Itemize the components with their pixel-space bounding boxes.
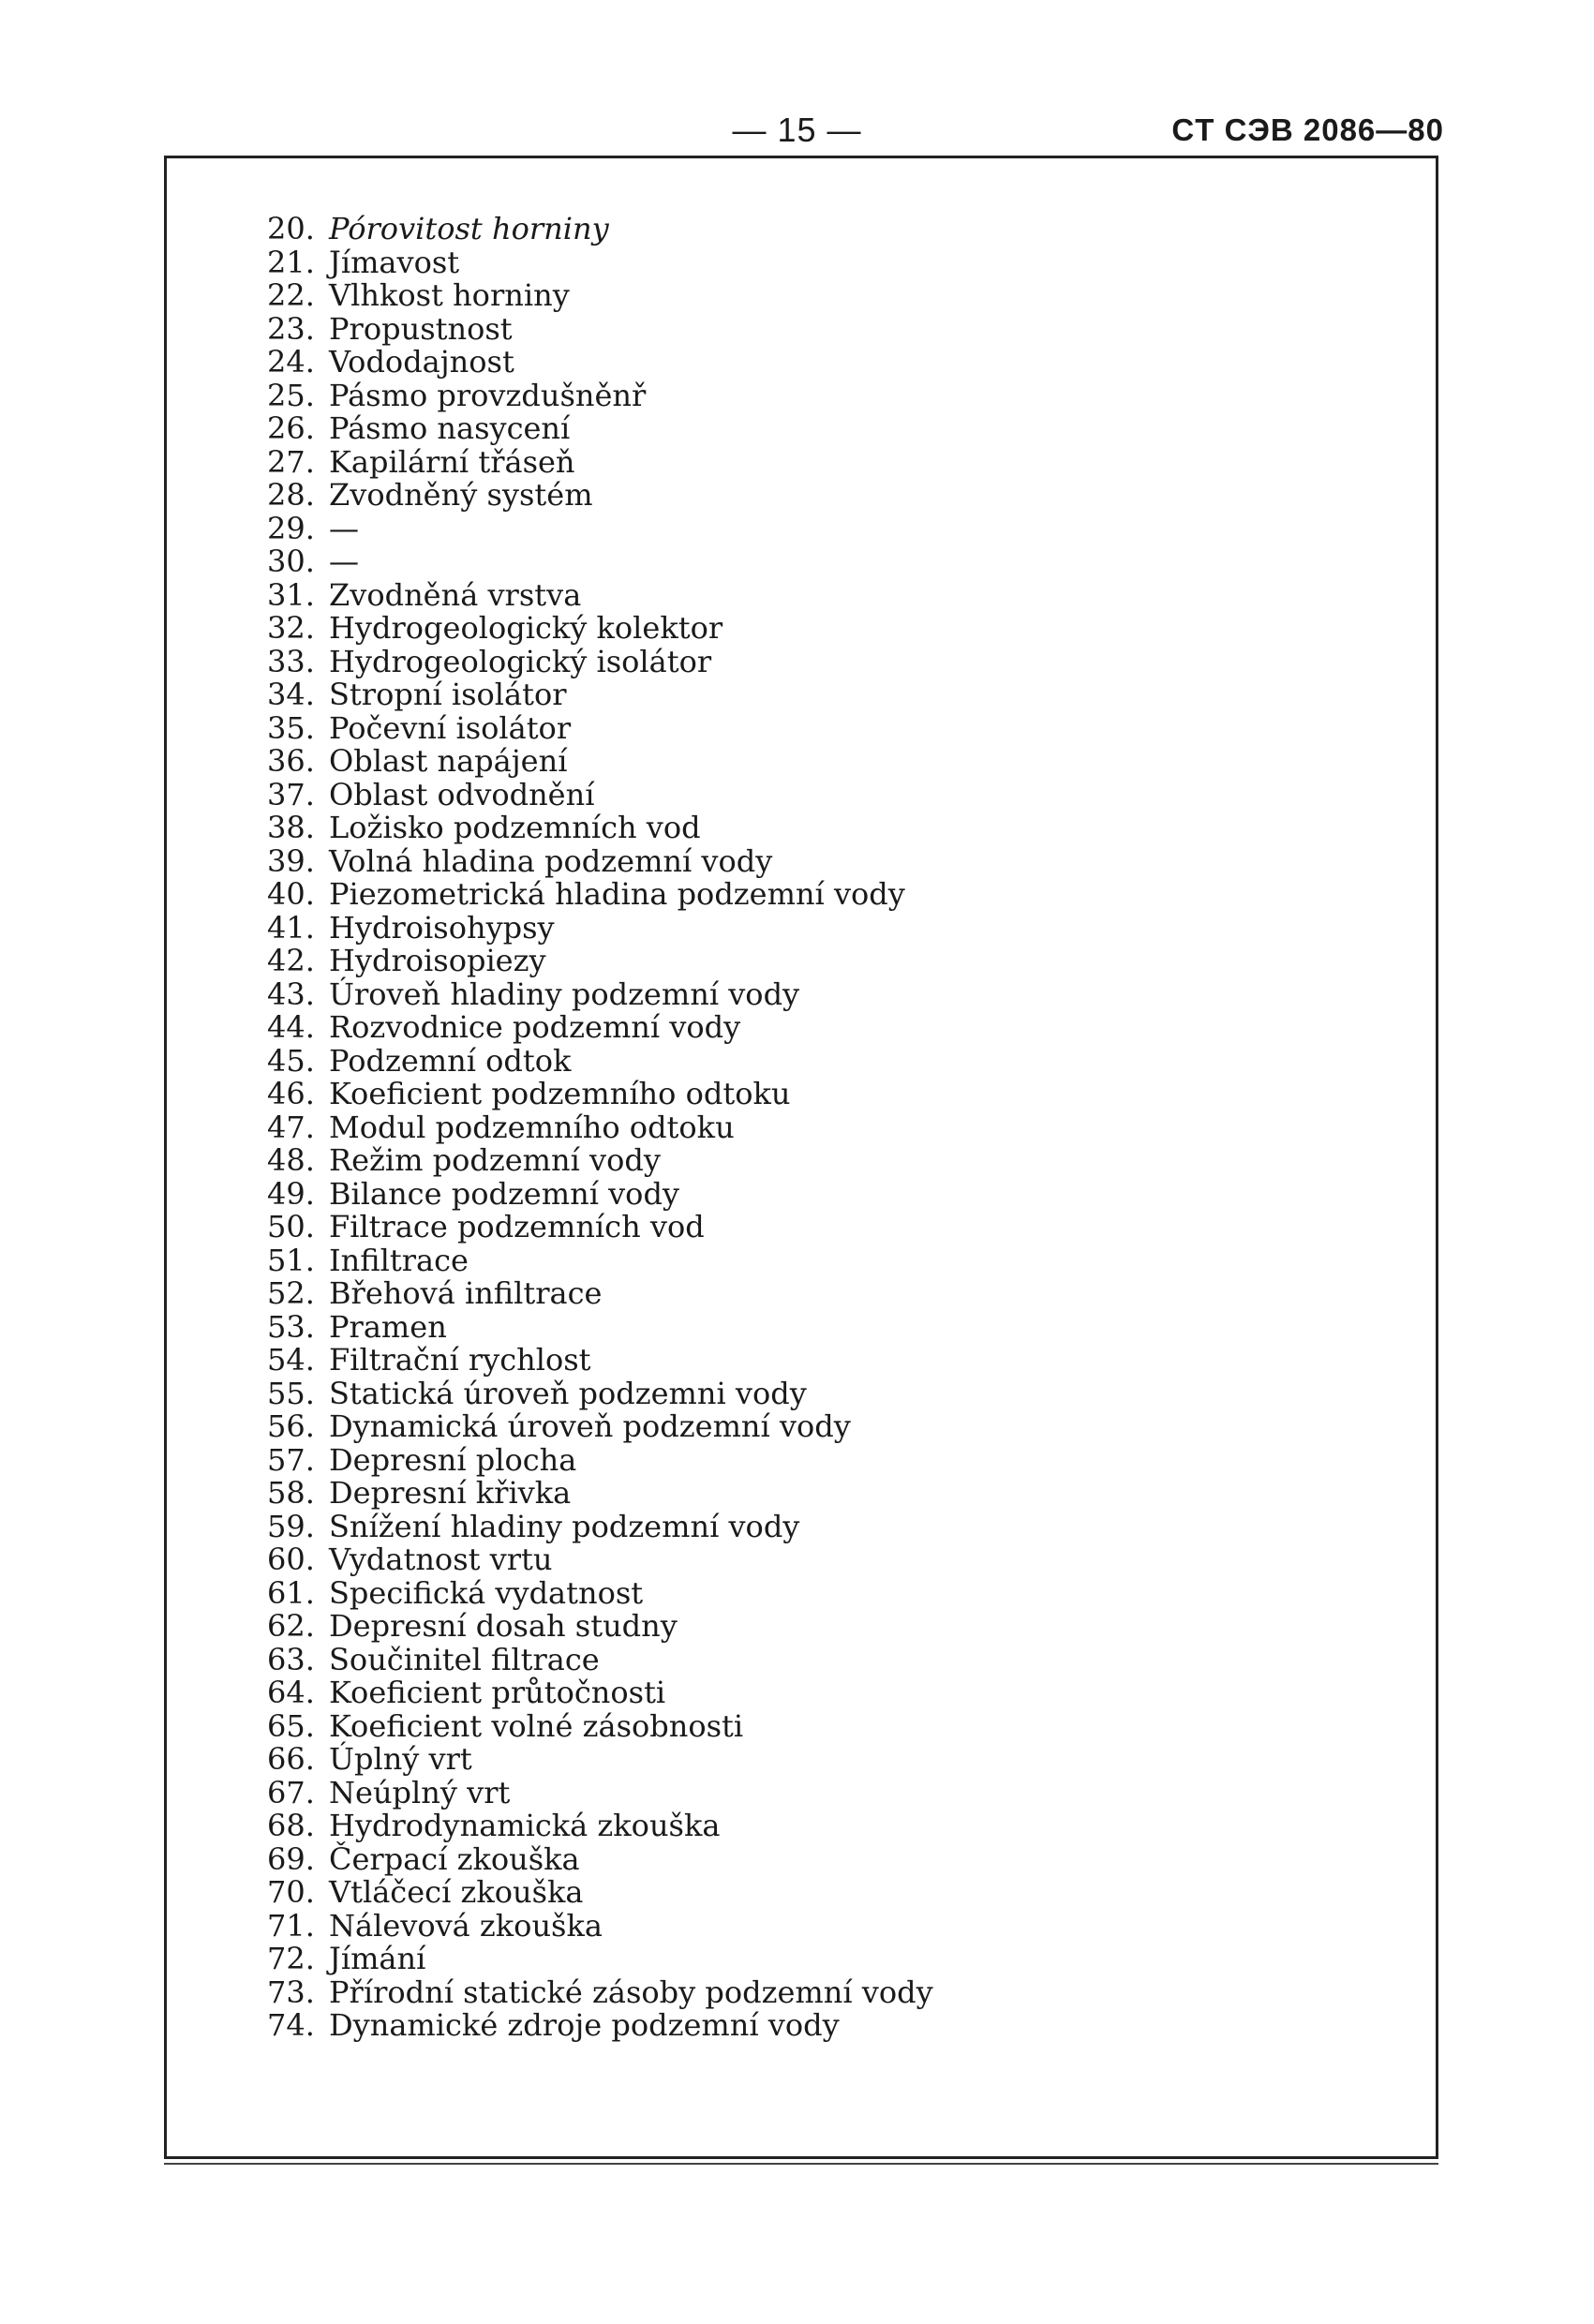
term-label: Piezometrická hladina podzemní vody bbox=[329, 876, 905, 912]
term-item bbox=[267, 1676, 933, 1710]
term-number: 65. bbox=[267, 1707, 315, 1744]
term-item bbox=[267, 1574, 933, 1611]
term-label: Režim podzemní vody bbox=[329, 1142, 661, 1178]
term-item bbox=[267, 279, 933, 313]
term-number: 34. bbox=[267, 677, 315, 712]
term-list bbox=[267, 213, 933, 2043]
term-number: 73. bbox=[267, 1974, 315, 2010]
term-number: 20. bbox=[267, 211, 315, 246]
term-item bbox=[267, 842, 933, 879]
term-label: Koeficient volné zásobnosti bbox=[329, 1707, 744, 1744]
term-item bbox=[267, 1211, 933, 1244]
term-item bbox=[267, 945, 933, 978]
term-label: Oblast odvodnění bbox=[329, 776, 595, 812]
term-number: 51. bbox=[267, 1242, 315, 1278]
term-number: 48. bbox=[267, 1142, 315, 1178]
term-item bbox=[267, 1707, 933, 1744]
term-label: Břehová infiltrace bbox=[329, 1275, 603, 1311]
term-item bbox=[267, 1508, 933, 1544]
term-item bbox=[267, 978, 933, 1012]
term-number: 21. bbox=[267, 244, 315, 280]
term-number: 53. bbox=[267, 1308, 315, 1345]
term-label: Čerpací zkouška bbox=[329, 1840, 580, 1877]
term-item bbox=[267, 1976, 933, 2010]
term-item bbox=[267, 1111, 933, 1145]
term-number: 55. bbox=[267, 1375, 315, 1411]
term-number: 69. bbox=[267, 1840, 315, 1877]
term-number: 27. bbox=[267, 443, 315, 480]
term-label: Pásmo provzdušněnř bbox=[329, 377, 647, 413]
term-item bbox=[267, 576, 933, 613]
term-item bbox=[267, 1175, 933, 1212]
term-label: Hydrodynamická zkouška bbox=[329, 1808, 721, 1843]
term-number: 74. bbox=[267, 2007, 315, 2043]
term-number: 45. bbox=[267, 1042, 315, 1079]
term-number: 44. bbox=[267, 1009, 315, 1045]
term-number: 71. bbox=[267, 1907, 315, 1944]
term-item bbox=[267, 2009, 933, 2043]
term-item bbox=[267, 1308, 933, 1345]
term-label: Neúplný vrt bbox=[329, 1774, 511, 1810]
term-label: Zvodněný systém bbox=[329, 477, 593, 513]
term-item bbox=[267, 377, 933, 413]
term-number: 46. bbox=[267, 1076, 315, 1111]
term-label: Statická úroveň podzemni vody bbox=[329, 1375, 807, 1411]
term-item bbox=[267, 412, 933, 446]
term-number: 24. bbox=[267, 344, 315, 380]
term-item bbox=[267, 545, 933, 579]
term-number: 54. bbox=[267, 1342, 315, 1378]
term-item bbox=[267, 510, 933, 546]
term-label: Kapilární třáseň bbox=[329, 443, 575, 480]
term-number: 26. bbox=[267, 410, 315, 446]
term-item bbox=[267, 812, 933, 845]
term-label: Depresní křivka bbox=[329, 1475, 572, 1511]
term-item bbox=[267, 346, 933, 380]
term-label: Součinitel filtrace bbox=[329, 1641, 600, 1677]
term-label: — bbox=[329, 544, 359, 579]
term-label: Oblast napájení bbox=[329, 743, 568, 779]
term-item bbox=[267, 1477, 933, 1511]
term-item bbox=[267, 1610, 933, 1644]
term-item bbox=[267, 1876, 933, 1910]
term-item bbox=[267, 1441, 933, 1478]
term-label: Dynamická úroveň podzemní vody bbox=[329, 1408, 851, 1444]
page-number: — 15 — bbox=[732, 111, 862, 149]
term-item bbox=[267, 745, 933, 779]
term-item bbox=[267, 1641, 933, 1677]
term-label: Rozvodnice podzemní vody bbox=[329, 1009, 741, 1045]
term-item bbox=[267, 1743, 933, 1777]
term-label: Přírodní statické zásoby podzemní vody bbox=[329, 1974, 933, 2010]
term-label: Hydrogeologický isolátor bbox=[329, 643, 712, 679]
term-number: 61. bbox=[267, 1574, 315, 1611]
term-item bbox=[267, 709, 933, 746]
term-label: Filtrační rychlost bbox=[329, 1342, 591, 1378]
term-label: Pásmo nasycení bbox=[329, 410, 571, 446]
term-number: 68. bbox=[267, 1808, 315, 1843]
term-label: Podzemní odtok bbox=[329, 1042, 572, 1079]
term-number: 38. bbox=[267, 810, 315, 845]
term-item bbox=[267, 1774, 933, 1810]
term-item bbox=[267, 1907, 933, 1944]
term-label: Specifická vydatnost bbox=[329, 1574, 644, 1611]
term-item bbox=[267, 678, 933, 712]
term-number: 31. bbox=[267, 576, 315, 613]
term-item bbox=[267, 612, 933, 646]
term-item bbox=[267, 1144, 933, 1178]
term-label: Dynamické zdroje podzemní vody bbox=[329, 2007, 840, 2043]
term-number: 60. bbox=[267, 1542, 315, 1577]
term-number: 49. bbox=[267, 1175, 315, 1212]
term-label: Infiltrace bbox=[329, 1242, 469, 1278]
term-label: Nálevová zkouška bbox=[329, 1907, 603, 1944]
term-number: 22. bbox=[267, 277, 315, 313]
term-label: Depresní dosah studny bbox=[329, 1608, 678, 1644]
term-item bbox=[267, 643, 933, 679]
term-number: 32. bbox=[267, 610, 315, 646]
term-label: Filtrace podzemních vod bbox=[329, 1209, 705, 1244]
term-item bbox=[267, 1943, 933, 1976]
term-number: 64. bbox=[267, 1675, 315, 1710]
term-number: 63. bbox=[267, 1641, 315, 1677]
document-code: CT CЭB 2086—80 bbox=[1171, 112, 1444, 147]
term-label: Depresní plocha bbox=[329, 1441, 577, 1478]
term-label: Hydrogeologický kolektor bbox=[329, 610, 723, 646]
term-number: 36. bbox=[267, 743, 315, 779]
term-number: 43. bbox=[267, 976, 315, 1012]
term-label: Vododajnost bbox=[329, 344, 514, 380]
term-label: Volná hladina podzemní vody bbox=[329, 842, 773, 879]
term-number: 37. bbox=[267, 776, 315, 812]
term-number: 39. bbox=[267, 842, 315, 879]
term-number: 62. bbox=[267, 1608, 315, 1644]
term-number: 50. bbox=[267, 1209, 315, 1244]
term-label: Vydatnost vrtu bbox=[329, 1542, 553, 1577]
term-label: Stropní isolátor bbox=[329, 677, 567, 712]
term-number: 41. bbox=[267, 909, 315, 946]
term-item bbox=[267, 246, 933, 280]
term-number: 57. bbox=[267, 1441, 315, 1478]
term-label: Koeficient průtočnosti bbox=[329, 1675, 666, 1710]
term-label: Úplný vrt bbox=[329, 1741, 472, 1777]
term-item bbox=[267, 1244, 933, 1278]
term-label: Vlhkost horniny bbox=[329, 277, 570, 313]
term-number: 67. bbox=[267, 1774, 315, 1810]
term-number: 28. bbox=[267, 477, 315, 513]
term-label: Pramen bbox=[329, 1308, 447, 1345]
term-number: 42. bbox=[267, 943, 315, 978]
term-number: 40. bbox=[267, 876, 315, 912]
term-item bbox=[267, 1344, 933, 1378]
term-label: Jímání bbox=[329, 1941, 426, 1976]
term-label: Ložisko podzemních vod bbox=[329, 810, 701, 845]
term-item bbox=[267, 1543, 933, 1577]
term-number: 25. bbox=[267, 377, 315, 413]
term-number: 66. bbox=[267, 1741, 315, 1777]
term-label: Úroveň hladiny podzemní vody bbox=[329, 976, 800, 1012]
term-label: Snížení hladiny podzemní vody bbox=[329, 1508, 800, 1544]
term-item bbox=[267, 1810, 933, 1843]
term-label: Hydroisopiezy bbox=[329, 943, 546, 978]
term-label: Zvodněná vrstva bbox=[329, 576, 582, 613]
term-number: 47. bbox=[267, 1109, 315, 1145]
term-label: Jímavost bbox=[329, 244, 460, 280]
term-label: Pórovitost horniny bbox=[329, 211, 609, 246]
term-item bbox=[267, 479, 933, 513]
term-item bbox=[267, 1410, 933, 1444]
term-number: 72. bbox=[267, 1941, 315, 1976]
term-number: 58. bbox=[267, 1475, 315, 1511]
term-label: Vtláčecí zkouška bbox=[329, 1874, 584, 1910]
term-item bbox=[267, 776, 933, 812]
term-label: Modul podzemního odtoku bbox=[329, 1109, 735, 1145]
term-number: 59. bbox=[267, 1508, 315, 1544]
term-item bbox=[267, 1078, 933, 1111]
term-item bbox=[267, 1042, 933, 1079]
term-item bbox=[267, 213, 933, 246]
term-item bbox=[267, 1011, 933, 1045]
term-number: 70. bbox=[267, 1874, 315, 1910]
term-number: 33. bbox=[267, 643, 315, 679]
term-label: Koeficient podzemního odtoku bbox=[329, 1076, 791, 1111]
term-number: 35. bbox=[267, 709, 315, 746]
term-label: Propustnost bbox=[329, 310, 513, 347]
term-number: 30. bbox=[267, 544, 315, 579]
term-number: 52. bbox=[267, 1275, 315, 1311]
term-item bbox=[267, 1277, 933, 1311]
term-item bbox=[267, 310, 933, 347]
term-number: 23. bbox=[267, 310, 315, 347]
term-label: Bilance podzemní vody bbox=[329, 1175, 679, 1212]
term-item bbox=[267, 443, 933, 480]
term-item bbox=[267, 1840, 933, 1877]
term-label: — bbox=[329, 510, 359, 546]
term-number: 29. bbox=[267, 510, 315, 546]
term-item bbox=[267, 909, 933, 946]
term-label: Hydroisohypsy bbox=[329, 909, 555, 946]
term-item bbox=[267, 878, 933, 912]
term-label: Počevní isolátor bbox=[329, 709, 572, 746]
term-number: 56. bbox=[267, 1408, 315, 1444]
term-item bbox=[267, 1375, 933, 1411]
